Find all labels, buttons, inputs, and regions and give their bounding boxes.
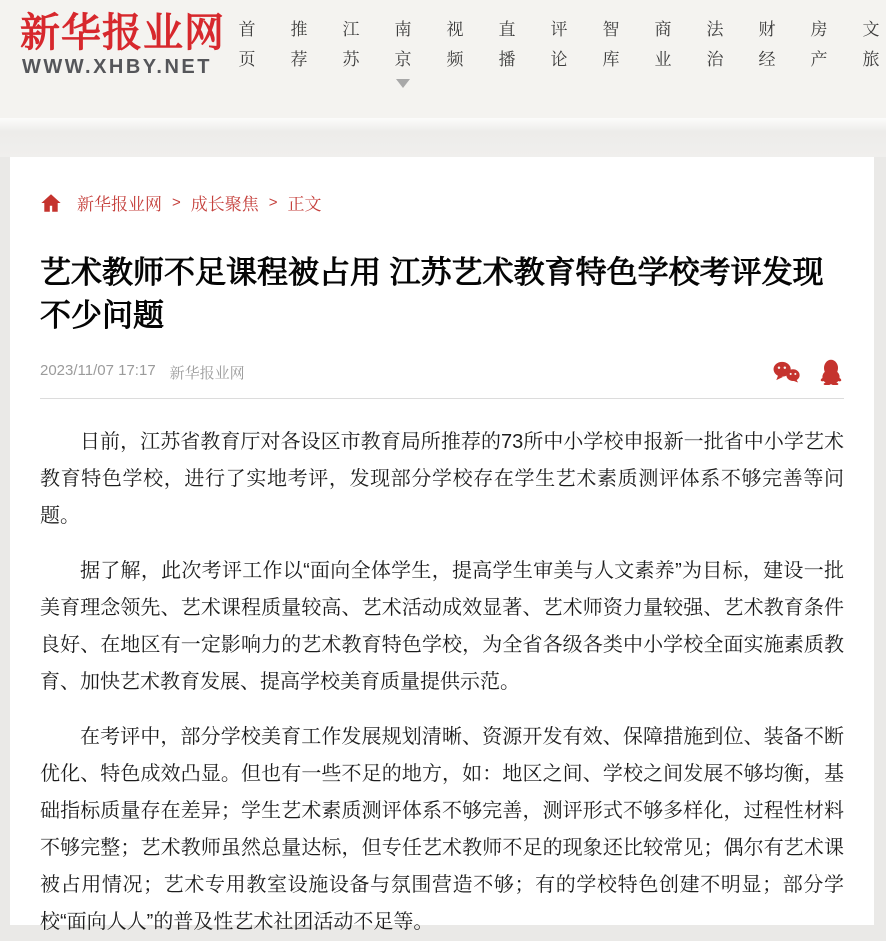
- breadcrumb-section[interactable]: 成长聚焦: [191, 190, 259, 215]
- article-date: 2023/11/07 17:17: [40, 362, 156, 383]
- site-logo[interactable]: [20, 11, 225, 79]
- article-meta: [40, 359, 844, 385]
- nav-item-home[interactable]: 首页: [237, 15, 257, 75]
- wechat-share-icon[interactable]: [772, 360, 800, 384]
- nav-item-business[interactable]: 商业: [653, 15, 673, 75]
- breadcrumb-separator: >: [269, 194, 278, 211]
- site-header: [0, 0, 886, 118]
- article-paragraph: 日前，江苏省教育厅对各设区市教育局所推荐的73所中小学校申报新一批省中小学艺术教育特色学校，进行了实地考评，发现部分学校存在学生艺术素质测评体系不够完善等问题。: [40, 424, 844, 535]
- nav-item-nanjing[interactable]: [393, 15, 413, 75]
- nav-item-jiangsu[interactable]: 江苏: [341, 15, 361, 75]
- nav-item-video[interactable]: 视频: [445, 15, 465, 75]
- site-logo-url: WWW.XHBY.NET: [20, 56, 225, 79]
- article-card: [10, 157, 874, 925]
- nav-item-culture-tourism[interactable]: 文旅: [861, 15, 881, 75]
- breadcrumb-site[interactable]: 新华报业网: [77, 190, 162, 215]
- title-divider: [40, 398, 844, 399]
- article-title: 艺术教师不足课程被占用 江苏艺术教育特色学校考评发现不少问题: [40, 251, 844, 337]
- main-nav: [237, 15, 881, 75]
- breadcrumb-current: 正文: [288, 190, 322, 215]
- article-body: [40, 424, 844, 941]
- header-shadow-band: [0, 118, 886, 157]
- nav-item-nanjing-label: 南京: [395, 20, 412, 69]
- nav-item-rule-of-law[interactable]: 法治: [705, 15, 725, 75]
- qq-share-icon[interactable]: [820, 359, 842, 385]
- nav-item-commentary[interactable]: 评论: [549, 15, 569, 75]
- chevron-down-icon: [396, 79, 410, 88]
- nav-item-real-estate[interactable]: 房产: [809, 15, 829, 75]
- article-paragraph: 据了解，此次考评工作以“面向全体学生，提高学生审美与人文素养”为目标，建设一批美育理念领先、艺术课程质量较高、艺术活动成效显著、艺术师资力量较强、艺术教育条件良好、在地区有一定影响力的艺术教育特色学校，为全省各级各类中小学校全面实施素质教育、加快艺术教育发展、提高学校美育质量提供示范。: [40, 553, 844, 701]
- home-icon[interactable]: [40, 192, 62, 214]
- nav-item-recommend[interactable]: 推荐: [289, 15, 309, 75]
- nav-item-finance[interactable]: 财经: [757, 15, 777, 75]
- breadcrumb: [40, 190, 844, 215]
- site-logo-title: 新华报业网: [20, 11, 225, 55]
- article-paragraph: 在考评中，部分学校美育工作发展规划清晰、资源开发有效、保障措施到位、装备不断优化、特色成效凸显。但也有一些不足的地方，如：地区之间、学校之间发展不够均衡，基础指标质量存在差异；学生艺术素质测评体系不够完善，测评形式不够多样化，过程性材料不够完整；艺术教师虽然总量达标，但专任艺术教师不足的现象还比较常见；偶尔有艺术课被占用情况；艺术专用教室设施设备与氛围营造不够；有的学校特色创建不明显；部分学校“面向人人”的普及性艺术社团活动不足等。: [40, 719, 844, 941]
- share-icons: [772, 359, 844, 385]
- article-source: 新华报业网: [170, 362, 245, 383]
- nav-item-thinktank[interactable]: 智库: [601, 15, 621, 75]
- nav-item-live[interactable]: 直播: [497, 15, 517, 75]
- breadcrumb-separator: >: [172, 194, 181, 211]
